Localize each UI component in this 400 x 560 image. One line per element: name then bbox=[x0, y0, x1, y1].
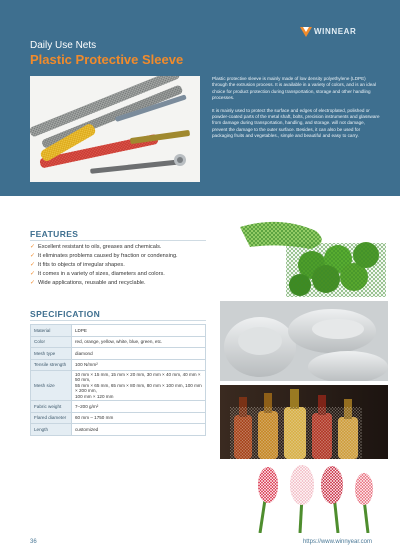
white-sleeve-photo bbox=[220, 301, 388, 381]
table-row bbox=[31, 412, 206, 424]
spec-label: Color bbox=[31, 336, 72, 348]
flower-sleeve-photo bbox=[220, 463, 388, 533]
spec-label: Mesh type bbox=[31, 348, 72, 360]
features-heading: FEATURES bbox=[30, 229, 79, 239]
feature-item bbox=[30, 243, 210, 252]
bottle-photo bbox=[220, 385, 388, 459]
spec-value: customized bbox=[72, 424, 206, 436]
check-icon: ✓ bbox=[30, 262, 36, 268]
feature-item bbox=[30, 261, 210, 270]
logo-text: WINNEAR bbox=[314, 27, 357, 36]
spec-value: 7–200 g/m² bbox=[72, 401, 206, 413]
table-row bbox=[31, 359, 206, 371]
specification-divider bbox=[30, 320, 206, 321]
table-row bbox=[31, 336, 206, 348]
spec-value: LDPE bbox=[72, 325, 206, 337]
features-divider bbox=[30, 240, 206, 241]
intro-paragraph: It is mainly used to protect the surface and edges of electroplated, polished or powder-coated parts of the metal shaft, bolts, precision instruments and glassware from damage during transportation, handling, and storage. will not damage, prevent the damage to the outer surface. Besides, it can also be used for packaging fruits and vegetables., simple and beautiful and easy to carry. bbox=[212, 107, 380, 139]
spec-value bbox=[72, 371, 206, 401]
feature-text: Wide applications, reusable and recyclable. bbox=[38, 280, 146, 286]
feature-item bbox=[30, 279, 210, 288]
logo-mark-icon bbox=[300, 26, 312, 38]
check-icon: ✓ bbox=[30, 280, 36, 286]
check-icon: ✓ bbox=[30, 253, 36, 259]
table-row bbox=[31, 371, 206, 401]
spec-value: diamond bbox=[72, 348, 206, 360]
spec-label: Length bbox=[31, 424, 72, 436]
spec-label: Fabric weight bbox=[31, 401, 72, 413]
intro-text bbox=[212, 76, 380, 146]
table-row bbox=[31, 325, 206, 337]
table-row bbox=[31, 348, 206, 360]
spec-value-line: 10 mm × 15 mm, 15 mm × 20 mm, 30 mm × 40 mm, 40 mm × 50 mm, bbox=[75, 372, 201, 383]
spec-value-line: 55 mm × 65 mm, 65 mm × 80 mm, 80 mm × 100 mm, 100 mm × 200 mm, bbox=[75, 382, 202, 394]
fruit-net-photo bbox=[220, 213, 388, 297]
spec-value: 60 mm – 1750 mm bbox=[72, 412, 206, 424]
brand-logo bbox=[300, 26, 384, 38]
table-row bbox=[31, 424, 206, 436]
specification-heading: SPECIFICATION bbox=[30, 309, 101, 319]
spec-label: Flared diameter bbox=[31, 412, 72, 424]
spec-value: 100 N/mm² bbox=[72, 359, 206, 371]
feature-item bbox=[30, 252, 210, 261]
website-url[interactable]: https://www.winnyear.com bbox=[302, 539, 372, 545]
check-icon: ✓ bbox=[30, 244, 36, 250]
feature-text: Excellent resistant to oils, greases and chemicals. bbox=[38, 244, 162, 250]
sleeved-tools-photo bbox=[30, 76, 200, 182]
page-kicker: Daily Use Nets bbox=[30, 40, 97, 51]
feature-item bbox=[30, 270, 210, 279]
page-title: Plastic Protective Sleeve bbox=[30, 52, 184, 67]
check-icon: ✓ bbox=[30, 271, 36, 277]
feature-text: It eliminates problems caused by fraction or condensing. bbox=[38, 253, 178, 259]
specification-table bbox=[30, 324, 206, 436]
feature-text: It comes in a variety of sizes, diameters and colors. bbox=[38, 271, 165, 277]
spec-label: Material bbox=[31, 325, 72, 337]
spec-value: red, orange, yellow, white, blue, green, etc. bbox=[72, 336, 206, 348]
intro-paragraph: Plastic protective sleeve is mainly made of low density polyethylene (LDPE) through the extrusion process. It is available in a variety of colors, and is an ideal choice for product protection during transportation, storage and other handling processes. bbox=[212, 76, 376, 101]
table-row bbox=[31, 401, 206, 413]
spec-label: Tensile strength bbox=[31, 359, 72, 371]
features-list bbox=[30, 243, 210, 288]
spec-label: Mesh size bbox=[31, 371, 72, 401]
spec-value-line: 100 mm × 120 mm bbox=[75, 393, 114, 399]
page-number: 36 bbox=[30, 539, 37, 545]
feature-text: It fits to objects of irregular shapes. bbox=[38, 262, 125, 268]
